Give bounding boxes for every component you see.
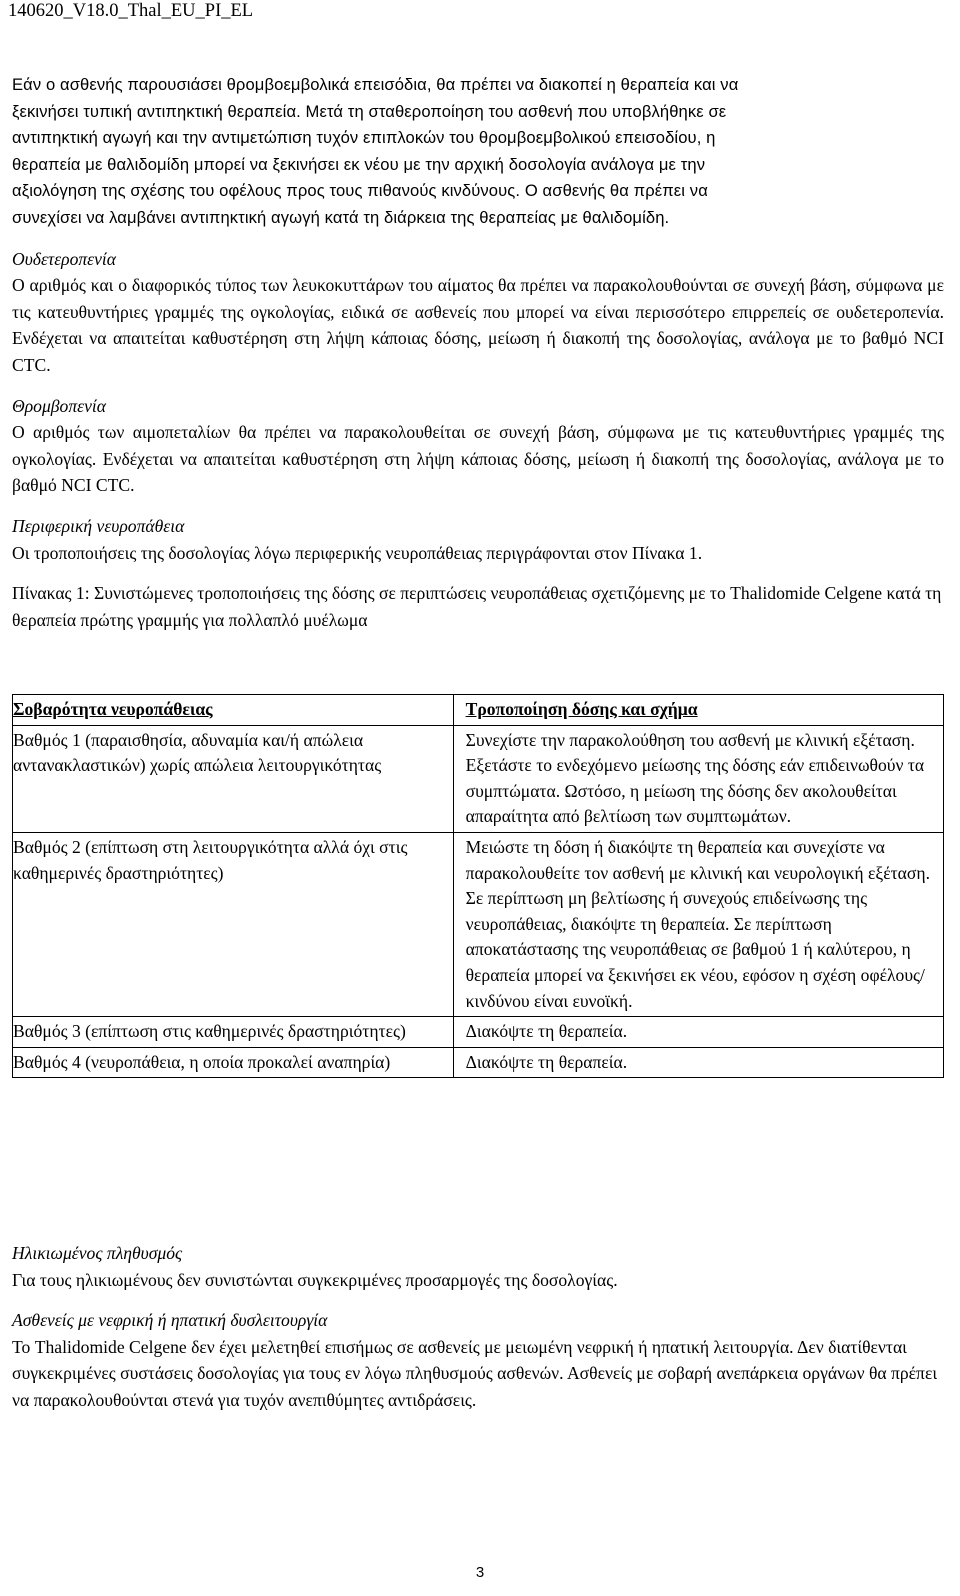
- table-row: [13, 832, 944, 1016]
- severity-cell: Βαθμός 2 (επίπτωση στη λειτουργικότητα αλλά όχι στις καθημερινές δραστηριότητες): [13, 832, 454, 1016]
- text-line: Εάν ο ασθενής παρουσιάσει θρομβοεμβολικά επεισόδια, θα πρέπει να διακοπεί η θεραπεία και να: [12, 75, 739, 94]
- neuropathy-text: Οι τροποποιήσεις της δοσολογίας λόγω περιφερικής νευροπάθειας περιγράφονται στον Πίνακα 1.: [12, 542, 703, 563]
- thrombocytopenia-text: Ο αριθμός των αιμοπεταλίων θα πρέπει να παρακολουθείται σε συνεχή βάση, σύμφωνα με τις κατευθυντήριες γραμμές της ογκολογίας. Ενδέχεται να απαιτείται καθυστέρηση στη λήψη κάποιας δόσης, μείωση ή διακοπή της δοσολογίας, ανάλογα με το βαθμό NCI CTC.: [12, 422, 944, 496]
- page-number: 3: [475, 1564, 485, 1581]
- severity-cell: Βαθμός 1 (παραισθησία, αδυναμία και/ή απώλεια αντανακλαστικών) χωρίς απώλεια λειτουργικότητας: [13, 725, 454, 832]
- text-line: αντιπηκτική αγωγή και την αντιμετώπιση τυχόν επιπλοκών του θρομβοεμβολικού επεισοδίου, η: [12, 128, 716, 148]
- after-table-section: [12, 1240, 944, 1414]
- thromboembolic-paragraph: [12, 72, 944, 232]
- elderly-text: Για τους ηλικιωμένους δεν συνιστώνται συγκεκριμένες προσαρμογές της δοσολογίας.: [12, 1269, 618, 1290]
- table-caption: Πίνακας 1: Συνιστώμενες τροποποιήσεις της δόσης σε περιπτώσεις νευροπάθειας σχετιζόμενης με το Thalidomide Celgene κατά τη θεραπεία πρώτης γραμμής για πολλαπλό μυέλωμα: [12, 583, 942, 630]
- elderly-heading: Ηλικιωμένος πληθυσμός: [12, 1243, 183, 1263]
- table-row: [13, 1047, 944, 1078]
- neuropathy-heading: Περιφερική νευροπάθεια: [12, 515, 185, 536]
- neuropathy-dose-table: [12, 694, 944, 1078]
- action-cell: Διακόψτε τη θεραπεία.: [453, 1017, 943, 1048]
- text-line: συνεχίσει να λαμβάνει αντιπηκτική αγωγή κατά τη διάρκεια της θεραπείας με θαλιδομίδη.: [12, 207, 670, 227]
- thrombocytopenia-heading: Θρομβοπενία: [12, 395, 107, 416]
- text-line: ξεκινήσει τυπική αντιπηκτική θεραπεία. Μετά τη σταθεροποίηση του ασθενή που υποβλήθηκε σε: [12, 101, 727, 121]
- table-header-row: [13, 695, 944, 726]
- action-cell: Συνεχίστε την παρακολούθηση του ασθενή με κλινική εξέταση. Εξετάστε το ενδεχόμενο μείωσης της δόσης εάν επιδεινωθούν τα συμπτώματα. Ωστόσο, η μείωση της δόσης δεν ακολουθείται απαραίτητα από βελτίωση των συμπτωμάτων.: [453, 725, 943, 832]
- severity-cell: Βαθμός 4 (νευροπάθεια, η οποία προκαλεί αναπηρία): [13, 1047, 454, 1078]
- text-line: θεραπεία με θαλιδομίδη μπορεί να ξεκινήσει εκ νέου με την αρχική δοσολογία ανάλογα με την: [12, 154, 706, 174]
- action-cell: Διακόψτε τη θεραπεία.: [453, 1047, 943, 1078]
- neutropenia-text: Ο αριθμός και ο διαφορικός τύπος των λευκοκυττάρων του αίματος θα πρέπει να παρακολουθούνται σε συνεχή βάση, σύμφωνα με τις κατευθυντήριες γραμμές της ογκολογίας, ειδικά σε ασθενείς που μπορεί να είναι περισσότερο επιρρεπείς σε ουδετεροπενία. Ενδέχεται να απαιτείται καθυστέρηση στη λήψη κάποιας δόσης, μείωση ή διακοπή της δοσολογίας, ανάλογα με το βαθμό NCI CTC.: [12, 275, 944, 375]
- severity-cell: Βαθμός 3 (επίπτωση στις καθημερινές δραστηριότητες): [13, 1017, 454, 1048]
- column-header-dose-modification: Τροποποίηση δόσης και σχήμα: [453, 695, 943, 726]
- table-row: [13, 725, 944, 832]
- document-body: [12, 72, 944, 1410]
- action-cell: Μειώστε τη δόση ή διακόψτε τη θεραπεία και συνεχίστε να παρακολουθείτε τον ασθενή με κλινική και νευρολογική εξέταση. Σε περίπτωση μη βελτίωσης ή συνεχούς επιδείνωσης της νευροπάθειας, διακόψτε τη θεραπεία. Σε περίπτωση αποκατάστασης της νευροπάθειας σε βαθμού 1 ή καλύτερου, η θεραπεία μπορεί να ξεκινήσει εκ νέου, εφόσον η σχέση οφέλους/κινδύνου είναι ευνοϊκή.: [453, 832, 943, 1016]
- renal-hepatic-heading: Ασθενείς με νεφρική ή ηπατική δυσλειτουργία: [12, 1310, 328, 1331]
- neutropenia-heading: Ουδετεροπενία: [12, 248, 117, 269]
- text-line: αξιολόγηση της σχέσης του οφέλους προς τους πιθανούς κινδύνους. Ο ασθενής θα πρέπει να: [12, 181, 708, 201]
- column-header-severity: Σοβαρότητα νευροπάθειας: [13, 695, 454, 726]
- document-id: 140620_V18.0_Thal_EU_PI_EL: [8, 1, 254, 21]
- table-row: [13, 1017, 944, 1048]
- renal-hepatic-text: Το Thalidomide Celgene δεν έχει μελετηθεί επισήμως σε ασθενείς με μειωμένη νεφρική ή ηπατική λειτουργία. Δεν διατίθενται συγκεκριμένες συστάσεις δοσολογίας για τους εν λόγω πληθυσμούς ασθενών. Ασθενείς με σοβαρή ανεπάρκεια οργάνων θα πρέπει να παρακολουθούνται στενά για τυχόν ανεπιθύμητες αντιδράσεις.: [12, 1336, 938, 1410]
